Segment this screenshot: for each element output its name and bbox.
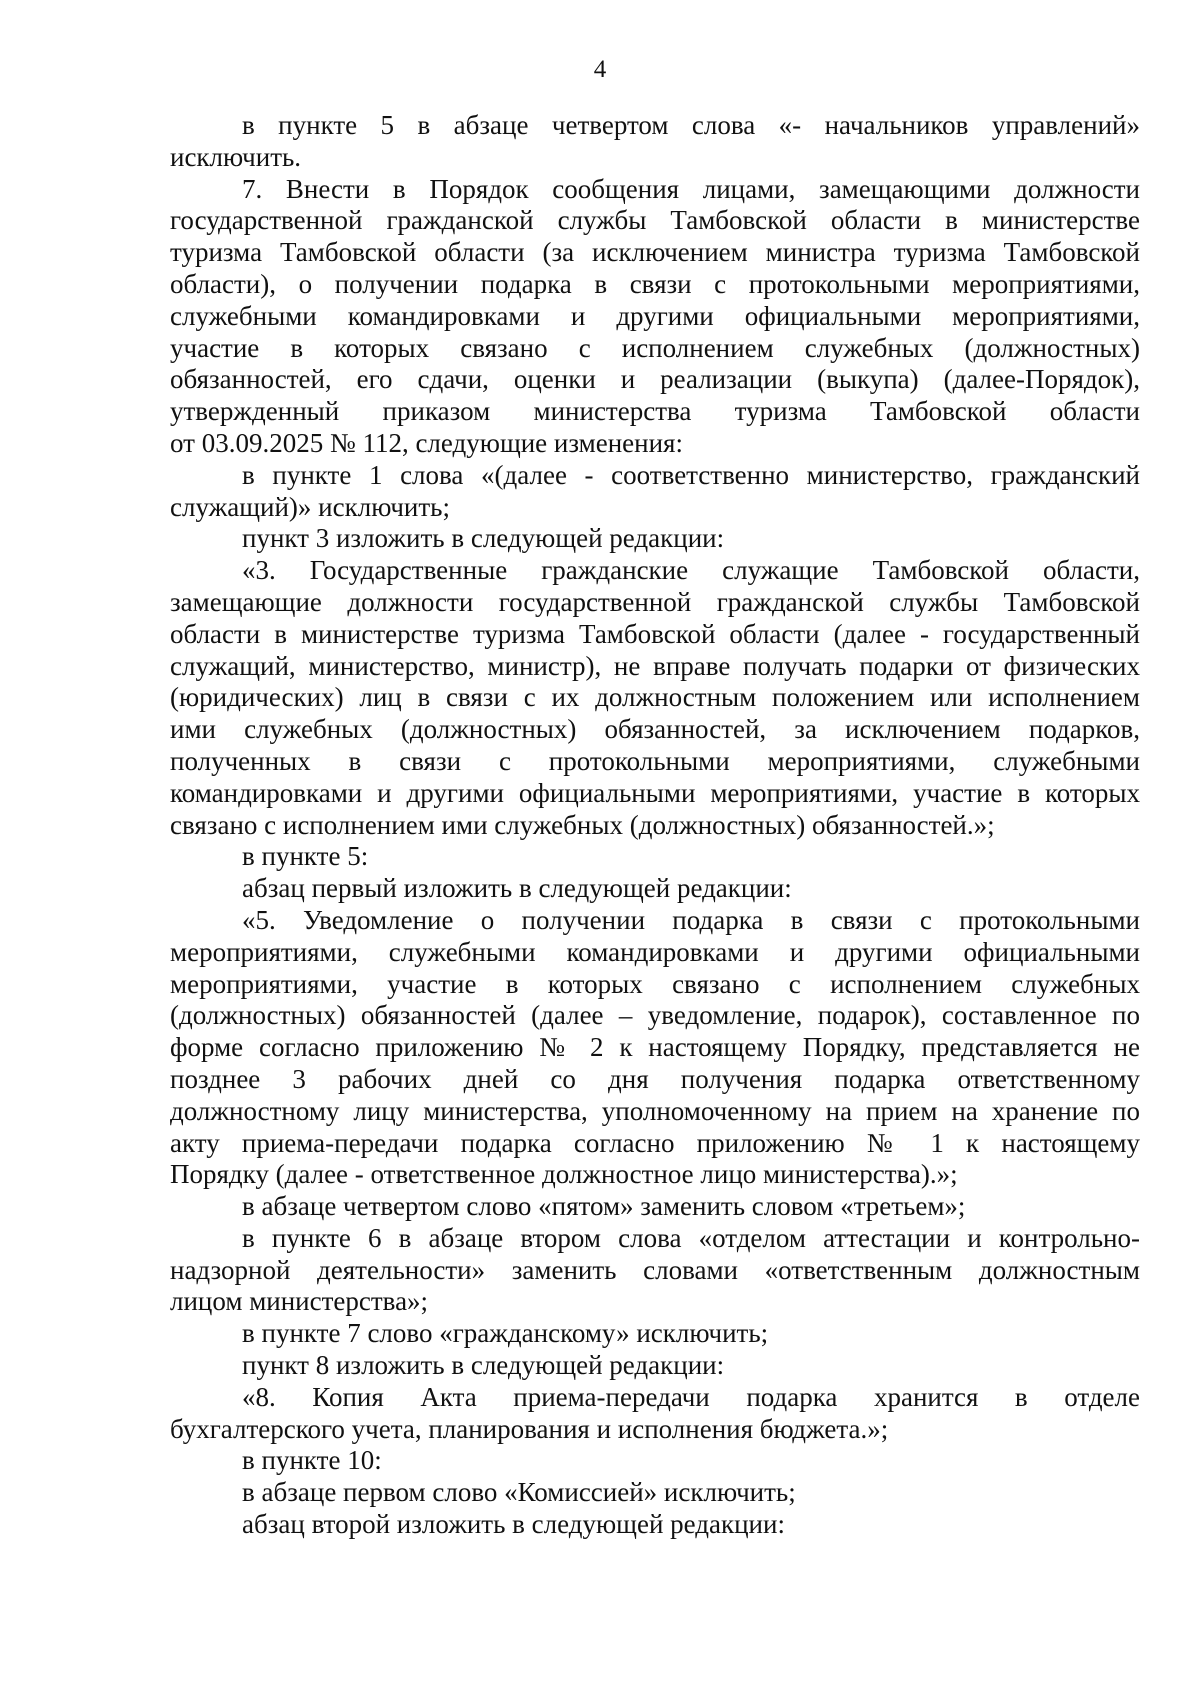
text-line: лицом министерства»; [170, 1286, 429, 1317]
text-line: в абзаце первом слово «Комиссией» исключить; [242, 1477, 796, 1508]
text-line: утвержденный приказом министерства туризма Тамбовской области [170, 396, 1140, 427]
text-line: должностному лицу министерства, уполномоченному на прием на хранение по [170, 1095, 1140, 1126]
text-line: форме согласно приложению № 2 к настоящему Порядку, представляется не [170, 1032, 1140, 1063]
text-line: абзац второй изложить в следующей редакции: [242, 1509, 785, 1540]
text-line: области), о получении подарка в связи с протокольными мероприятиями, [170, 268, 1140, 299]
text-line: мероприятиями, служебными командировками и другими официальными [170, 936, 1140, 967]
text-line: от 03.09.2025 № 112, следующие изменения: [170, 427, 683, 458]
text-line: в пункте 5 в абзаце четвертом слова «- начальников управлений» [242, 110, 1140, 140]
text-line: надзорной деятельности» заменить словами «ответственным должностным [170, 1254, 1140, 1285]
text-line: государственной гражданской службы Тамбовской области в министерстве [170, 205, 1140, 236]
text-line: позднее 3 рабочих дней со дня получения подарка ответственному [170, 1063, 1140, 1094]
text-line: в пункте 5: [242, 841, 369, 872]
text-line: в пункте 10: [242, 1445, 382, 1476]
text-line: исключить. [170, 141, 302, 172]
text-line: 7. Внести в Порядок сообщения лицами, замещающими должности [242, 173, 1140, 204]
text-line: «5. Уведомление о получении подарка в связи с протокольными [242, 904, 1140, 935]
document-body [170, 110, 1140, 1541]
text-line: в пункте 6 в абзаце втором слова «отделом аттестации и контрольно- [242, 1222, 1140, 1253]
text-line: участие в которых связано с исполнением служебных (должностных) [170, 332, 1140, 363]
text-line: (должностных) обязанностей (далее – уведомление, подарок), составленное по [170, 1000, 1140, 1031]
text-line: области в министерстве туризма Тамбовской области (далее - государственный [170, 618, 1140, 649]
text-line: обязанностей, его сдачи, оценки и реализации (выкупа) (далее-Порядок), [170, 364, 1140, 395]
page-number: 4 [593, 56, 607, 83]
text-line: ими служебных (должностных) обязанностей, за исключением подарков, [170, 714, 1140, 745]
text-line: пункт 8 изложить в следующей редакции: [242, 1350, 725, 1381]
text-line: в пункте 7 слово «гражданскому» исключить; [242, 1318, 769, 1349]
text-line: в пункте 1 слова «(далее - соответственно министерство, гражданский [242, 459, 1140, 490]
text-line: командировками и другими официальными мероприятиями, участие в которых [170, 777, 1140, 808]
text-line: «3. Государственные гражданские служащие Тамбовской области, [242, 555, 1140, 586]
text-line: пункт 3 изложить в следующей редакции: [242, 523, 725, 554]
text-line: в абзаце четвертом слово «пятом» заменить словом «третьем»; [242, 1191, 966, 1222]
text-line: служебными командировками и другими официальными мероприятиями, [170, 300, 1140, 331]
text-line: замещающие должности государственной гражданской службы Тамбовской [170, 586, 1140, 617]
text-line: служащий)» исключить; [170, 491, 450, 522]
text-line: мероприятиями, участие в которых связано с исполнением служебных [170, 968, 1140, 999]
text-line: акту приема-передачи подарка согласно приложению № 1 к настоящему [170, 1127, 1140, 1158]
text-line: (юридических) лиц в связи с их должностным положением или исполнением [170, 682, 1140, 713]
text-line: туризма Тамбовской области (за исключением министра туризма Тамбовской [170, 237, 1140, 268]
text-line: служащий, министерство, министр), не вправе получать подарки от физических [170, 650, 1140, 681]
text-line: «8. Копия Акта приема-передачи подарка хранится в отделе [242, 1381, 1140, 1412]
text-line: полученных в связи с протокольными мероприятиями, служебными [170, 745, 1140, 776]
text-line: связано с исполнением ими служебных (должностных) обязанностей.»; [170, 809, 995, 840]
text-line: бухгалтерского учета, планирования и исполнения бюджета.»; [170, 1413, 889, 1444]
text-line: Порядку (далее - ответственное должностное лицо министерства).»; [170, 1159, 958, 1190]
text-line: абзац первый изложить в следующей редакции: [242, 873, 792, 904]
